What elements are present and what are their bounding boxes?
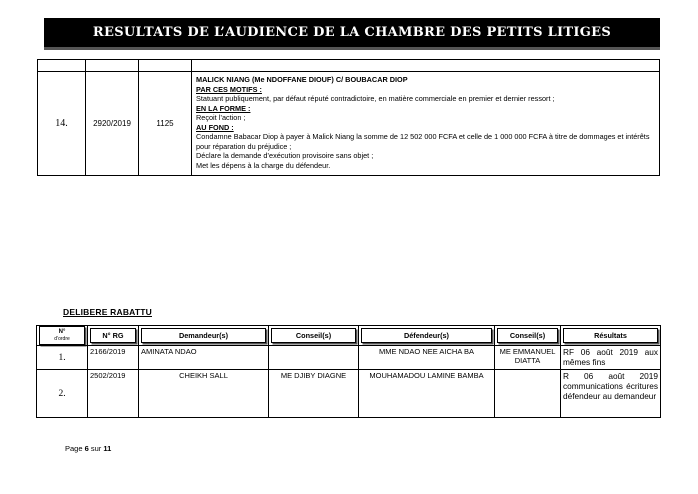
table-header-row: [37, 326, 661, 346]
section-title: DELIBERE RABATTU: [63, 307, 152, 317]
heading-forme: EN LA FORME :: [196, 103, 251, 113]
case-code: 1125: [139, 72, 192, 176]
header-defendeur: Défendeur(s): [359, 326, 495, 346]
row-rg: 2166/2019: [88, 346, 139, 370]
row-demandeur: AMINATA NDAO: [139, 346, 269, 370]
heading-motifs: PAR CES MOTIFS :: [196, 84, 262, 94]
case-parties: MALICK NIANG (Me NDOFFANE DIOUF) C/ BOUBACAR DIOP: [196, 75, 408, 84]
header-conseil: Conseil(s): [269, 326, 359, 346]
row-conseil: [269, 346, 359, 370]
row-order: 2.: [37, 370, 88, 418]
page-title: RESULTATS DE L’AUDIENCE DE LA CHAMBRE DES PETITS LITIGES: [92, 25, 612, 40]
page-number: 6: [84, 444, 89, 453]
row-defendeur: MOUHAMADOU LAMINE BAMBA: [359, 370, 495, 418]
case-number: 14.: [38, 72, 86, 176]
page-banner: [44, 18, 660, 50]
row-order: 1.: [37, 346, 88, 370]
case-row: [38, 72, 660, 176]
page-total: 11: [103, 444, 112, 453]
case-line: Met les dépens à la charge du défendeur.: [196, 160, 331, 170]
header-conseil: Conseil(s): [495, 326, 561, 346]
case-line: Reçoit l’action ;: [196, 113, 246, 122]
case-rg: 2920/2019: [86, 72, 139, 176]
row-demandeur: CHEIKH SALL: [139, 370, 269, 418]
row-resultat: R 06 août 2019 communications écritures défendeur au demandeur: [561, 370, 661, 418]
row-conseil: ME EMMANUEL DIATTA: [495, 346, 561, 370]
case-line: Déclare la demande d’exécution provisoire sans objet ;: [196, 151, 374, 160]
page-footer: Page 6 sur 11: [65, 444, 112, 453]
case-line: Statuant publiquement, par défaut réputé contradictoire, en matière commerciale en premier et dernier ressort ;: [196, 94, 555, 103]
row-conseil: [495, 370, 561, 418]
case-table: [37, 59, 660, 176]
row-rg: 2502/2019: [88, 370, 139, 418]
row-resultat: RF 06 août 2019 aux mêmes fins: [561, 346, 661, 370]
header-order: N° d’ordre: [37, 326, 88, 346]
case-detail: [192, 72, 660, 176]
header-rg: N° RG: [88, 326, 139, 346]
case-table-spacer-row: [38, 60, 660, 72]
header-demandeur: Demandeur(s): [139, 326, 269, 346]
header-resultats: Résultats: [561, 326, 661, 346]
row-conseil: ME DJIBY DIAGNE: [269, 370, 359, 418]
case-line: Condamne Babacar Diop à payer à Malick Niang la somme de 12 502 000 FCFA et celle de 1 000 000 FCFA à titre de dommages et intérêts pour réparation du préjudice ;: [196, 132, 650, 151]
heading-fond: AU FOND :: [196, 122, 234, 132]
row-defendeur: MME NDAO NEE AICHA BA: [359, 346, 495, 370]
table-row: [37, 346, 661, 370]
deliberation-table: [36, 325, 661, 418]
table-row: [37, 370, 661, 418]
